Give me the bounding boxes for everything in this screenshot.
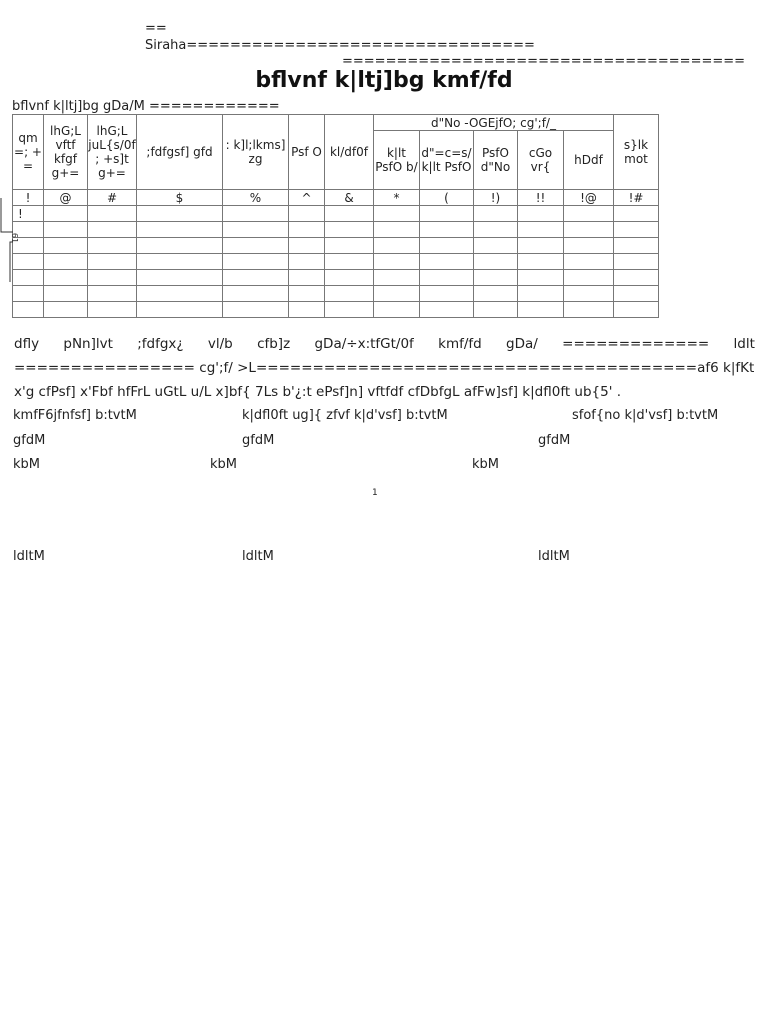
signature-role-certifier: k|dfl0ft ug]{ zfvf k|d'vsf] b:tvtM — [242, 408, 448, 423]
table-row — [13, 286, 659, 302]
para-word: ;fdfgx¿ — [137, 336, 184, 352]
column-number: !# — [614, 190, 659, 206]
column-number: ( — [420, 190, 474, 206]
report-number-line: bflvnf k|ltj]bg gDa/M ============ — [12, 99, 280, 114]
signature-date-label: ldltM — [13, 549, 45, 564]
col-header-classification-code: lhG;L juL{s/0f ; +s]t g+= — [88, 115, 137, 190]
header-line-office: Siraha================================ — [145, 38, 535, 53]
col-header-quantity: kl/df0f — [325, 115, 374, 190]
para-word: gDa/÷x:tfGt/0f — [314, 336, 414, 352]
row-serial: ! — [13, 206, 44, 222]
certification-line-3: x'g cfPsf] x'Fbf hfFrL uGtL u/L x]bf{ 7Ls b'¿:t ePsf]n] vftfdf cfDbfgL afFw]sf] k|dfl0ft ub{5' . — [14, 384, 622, 400]
signature-date-label: ldltM — [538, 549, 570, 564]
signature-post-label: kbM — [210, 457, 237, 472]
para-word: kmf/fd — [438, 336, 482, 352]
header-line-3: ===================================== — [342, 54, 746, 69]
table-row — [13, 254, 659, 270]
col-header-serial: qm =; + = — [13, 115, 44, 190]
signature-post-label: kbM — [13, 457, 40, 472]
column-number: !@ — [564, 190, 614, 206]
table-row — [13, 206, 659, 222]
col-header-remarks: s}lk mot — [614, 115, 659, 190]
col-header-item-name: ;fdfgsf] gfd — [137, 115, 223, 190]
col-group-header-value: d"No -OGEjfO; cg';f/_ — [374, 115, 614, 131]
table-row — [13, 302, 659, 318]
para-word: vl/b — [207, 336, 233, 352]
certification-paragraph — [14, 336, 755, 352]
signature-post-label: kbM — [472, 457, 499, 472]
signature-date-label: ldltM — [242, 549, 274, 564]
goods-schedule-table — [12, 114, 659, 318]
column-number: & — [325, 190, 374, 206]
column-number: $ — [137, 190, 223, 206]
signature-name-label: gfdM — [242, 433, 275, 448]
signature-name-label: gfdM — [13, 433, 46, 448]
margin-bracket-mark — [0, 198, 19, 284]
header-block — [145, 20, 535, 54]
col-header-stock-ledger-page: lhG;L vftf kfgf g+= — [44, 115, 88, 190]
column-number: * — [374, 190, 420, 206]
column-number: ^ — [289, 190, 325, 206]
certification-line-2: ================ cg';f/ >L=======================================af6 k|fKt — [14, 360, 755, 376]
header-line-1: == — [145, 21, 167, 36]
column-number: !) — [474, 190, 518, 206]
col-header-total: hDdf — [564, 131, 614, 190]
column-number: ! — [13, 190, 44, 206]
column-number: !! — [518, 190, 564, 206]
margin-mark-text: 61 — [10, 232, 19, 244]
signature-name-label: gfdM — [538, 433, 571, 448]
signature-role-receiver: kmfF6jfnfsf] b:tvtM — [13, 408, 137, 423]
table-row — [13, 270, 659, 286]
para-word: cfb]z — [257, 336, 291, 352]
page-title: bflvnf k|ltj]bg kmf/fd — [255, 68, 513, 93]
column-number: # — [88, 190, 137, 206]
col-header-rate: k|lt PsfO b/ — [374, 131, 420, 190]
column-number: @ — [44, 190, 88, 206]
table-row — [13, 238, 659, 254]
para-word: ldlt — [733, 336, 755, 352]
para-word: dfly — [14, 336, 40, 352]
col-header-other-cost: cGo vr{ — [518, 131, 564, 190]
para-word: pNn]lvt — [63, 336, 113, 352]
col-header-vat: d"=c=s/ k|lt PsfO — [420, 131, 474, 190]
signature-role-office-head: sfof{no k|d'vsf] b:tvtM — [572, 408, 719, 423]
col-header-unit: Psf O — [289, 115, 325, 190]
table-row — [13, 222, 659, 238]
column-number: % — [223, 190, 289, 206]
para-word: ============= — [562, 336, 710, 352]
page-number: 1 — [372, 488, 378, 498]
col-header-specification: : k]l;lkms] zg — [223, 115, 289, 190]
col-header-unit-price: PsfO d"No — [474, 131, 518, 190]
para-word: gDa/ — [506, 336, 538, 352]
